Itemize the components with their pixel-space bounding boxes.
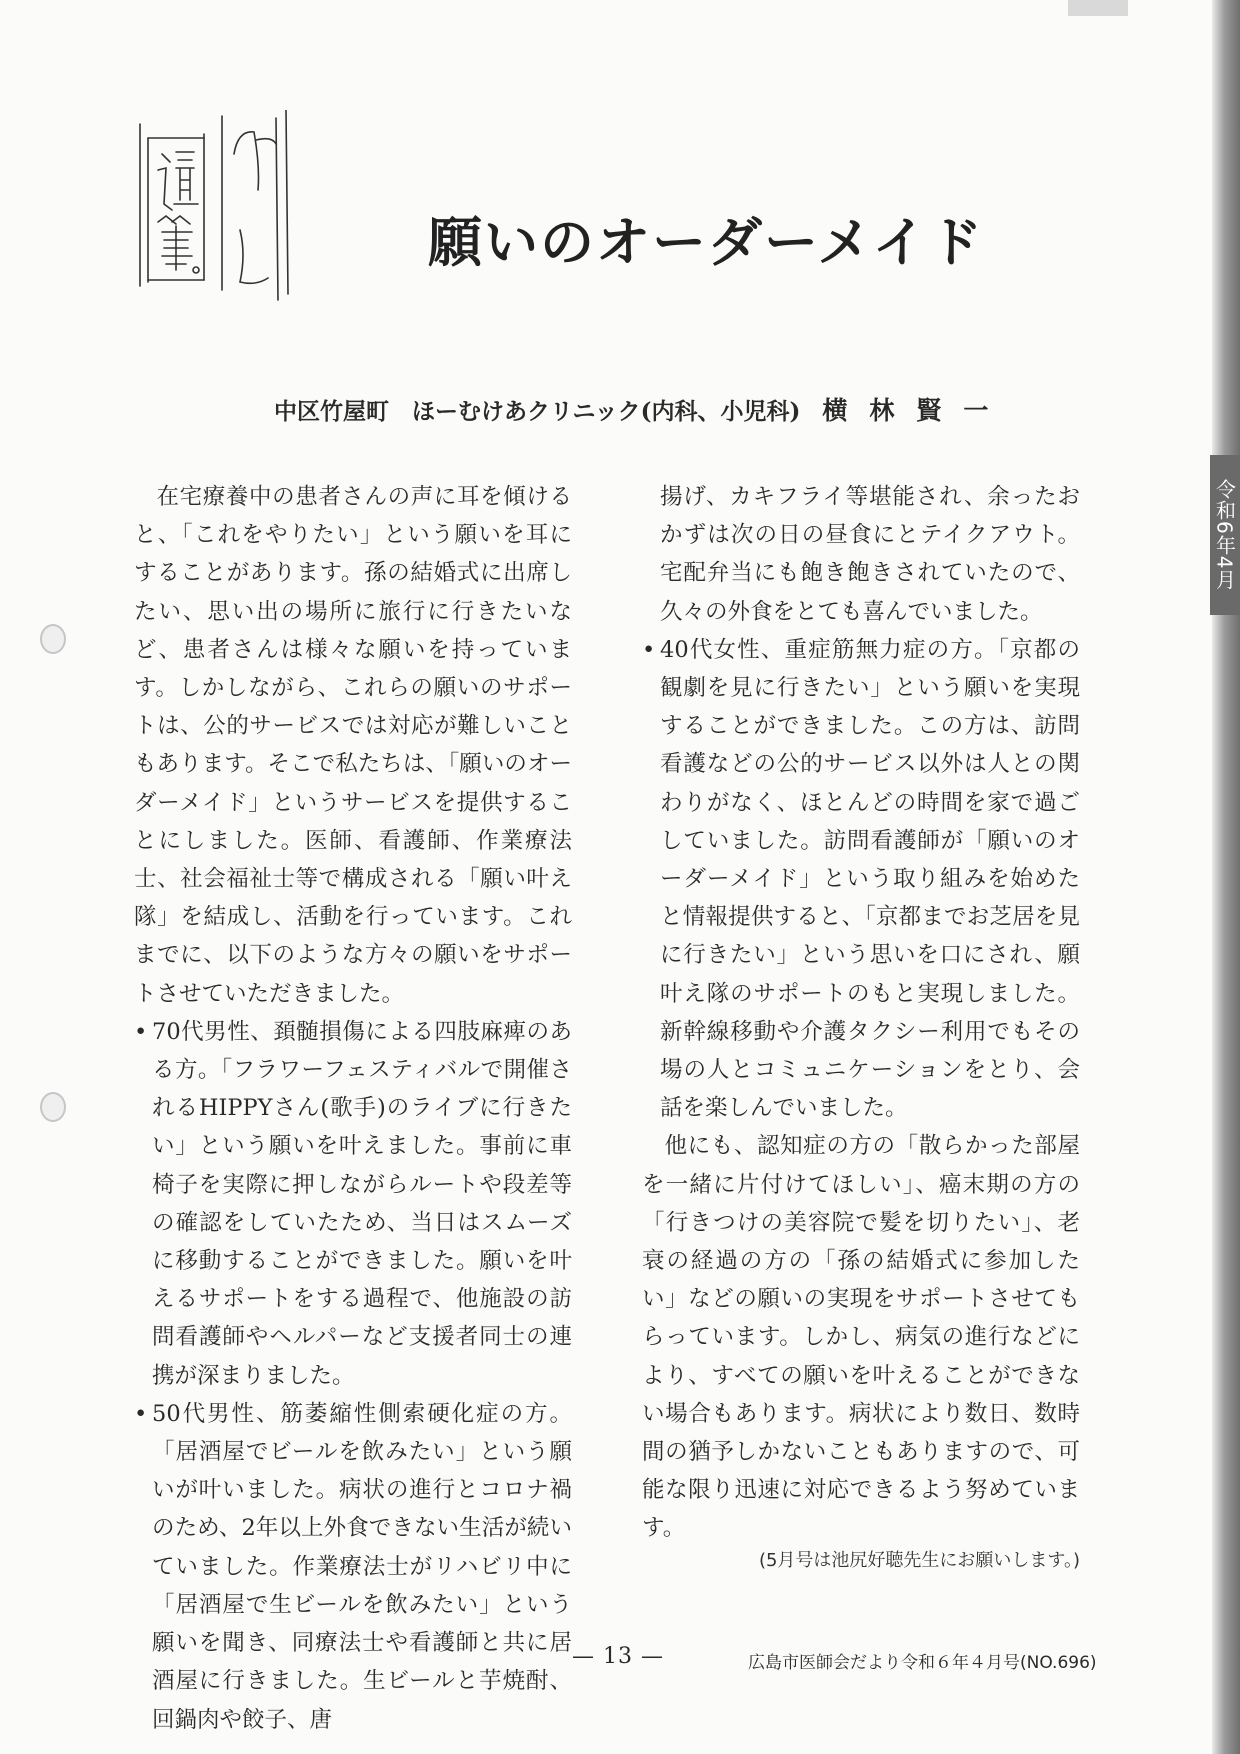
case-2-bullet: • 50代男性、筋萎縮性側索硬化症の方。「居酒屋でビールを飲みたい」という願いが叶いました。病状の進行とコロナ禍のため、2年以上外食できない生活が続いていました。作業療法士がリハビリ中に「居酒屋で生ビールを飲みたい」という願いを聞き、同療法士や看護師と共に居酒屋に行きました。生ビールと芋焼酎、回鍋肉や餃子、唐 xyxy=(134,1395,572,1739)
page-edge-shadow xyxy=(1212,0,1240,1754)
relay-essay-logo xyxy=(136,110,336,336)
case-2-continued: 揚げ、カキフライ等堪能され、余ったおかずは次の日の昼食にとテイクアウト。宅配弁当にも飽き飽きされていたので、久々の外食をとても喜んでいました。 xyxy=(660,484,1080,625)
author-affiliation: 中区竹屋町 ほーむけあクリニック(内科、小児科) xyxy=(274,398,801,425)
closing-paragraph: 他にも、認知症の方の「散らかった部屋を一緒に片付けてほしい」、癌末期の方の「行きつけの美容院で髪を切りたい」、老衰の経過の方の「孫の結婚式に参加したい」などの願いの実現をサポートさせてもらっています。しかし、病気の進行などにより、すべての願いを叶えることができない場合もあります。病状により数日、数時間の猶予しかないこともありますので、可能な限り迅速に対応できるよう努めています。 xyxy=(642,1133,1080,1542)
next-issue-note: (5月号は池尻好聴先生にお願いします。) xyxy=(758,1549,1080,1571)
case-1-bullet: • 70代男性、頚髄損傷による四肢麻痺のある方。「フラワーフェスティバルで開催されるHIPPYさん(歌手)のライブに行きたい」という願いを叶えました。事前に車椅子を実際に押しながらルートや段差等の確認をしていたため、当日はスムーズに移動することができました。願いを叶えるサポートをする過程で、他施設の訪問看護師やヘルパーなど支援者同士の連携が深まりました。 xyxy=(134,1013,572,1395)
punch-hole-bottom xyxy=(40,1092,66,1122)
publication-info: 広島市医師会だより令和６年４月号(NO.696) xyxy=(748,1653,1097,1673)
left-column xyxy=(134,478,572,1739)
punch-hole-top xyxy=(40,624,66,654)
page-number: — 13 — xyxy=(572,1644,664,1669)
article-title: 願いのオーダーメイド xyxy=(428,210,985,274)
byline xyxy=(274,391,1044,427)
case-3-bullet: • 40代女性、重症筋無力症の方。「京都の観劇を見に行きたい」という願いを実現することができました。この方は、訪問看護などの公的サービス以外は人との関わりがなく、ほとんどの時間を家で過ごしていました。訪問看護師が「願いのオーダーメイド」という取り組みを始めたと情報提供すると、「京都までお芝居を見に行きたい」という思いを口にされ、願叶え隊のサポートのもと実現しました。新幹線移動や介護タクシー利用でもその場の人とコミュニケーションをとり、会話を楽しんでいました。 xyxy=(642,631,1080,1128)
author-name: 横林賢一 xyxy=(822,396,1011,425)
top-edge-tab xyxy=(1068,0,1128,16)
intro-paragraph: 在宅療養中の患者さんの声に耳を傾けると、「これをやりたい」という願いを耳にすることがあります。孫の結婚式に出席したい、思い出の場所に旅行に行きたいなど、患者さんは様々な願いを持っています。しかしながら、これらの願いのサポートは、公的サービスでは対応が難しいこともあります。そこで私たちは、「願いのオーダーメイド」というサービスを提供することにしました。医師、看護師、作業療法士、社会福祉士等で構成される「願い叶え隊」を結成し、活動を行っています。これまでに、以下のような方々の願いをサポートさせていただきました。 xyxy=(134,484,572,1007)
side-index-tab: 令和6年4月 xyxy=(1210,455,1240,615)
right-column xyxy=(642,478,1080,1574)
